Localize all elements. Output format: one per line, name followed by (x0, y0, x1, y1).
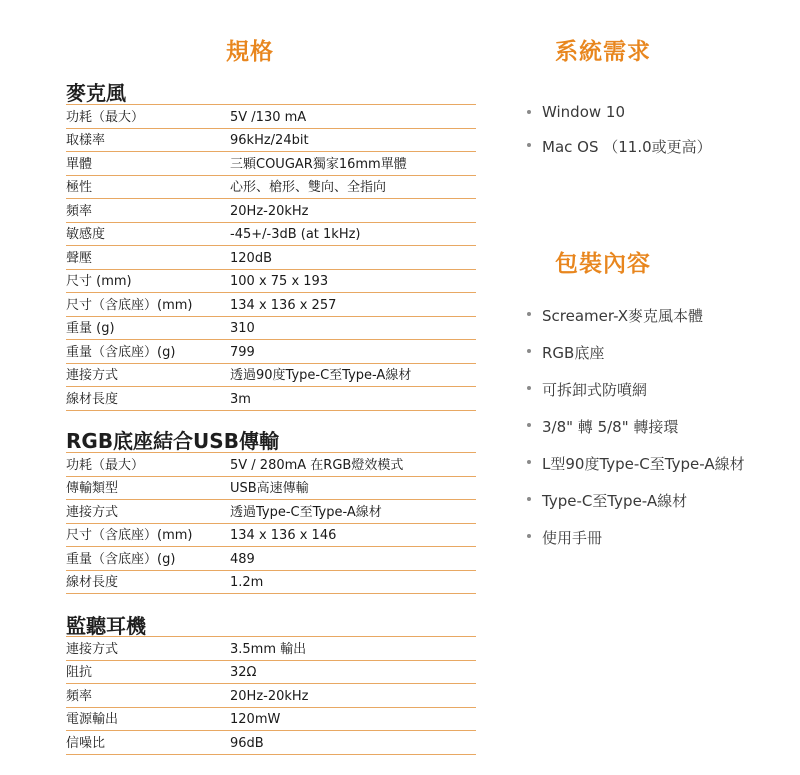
table-row (66, 316, 476, 340)
table-row (66, 523, 476, 547)
table-row (66, 269, 476, 293)
bullet-dot-icon (527, 460, 531, 464)
rgb-base-title: RGB底座結合USB傳輸 (66, 429, 279, 453)
spec-label: 敏感度 (66, 222, 230, 246)
spec-label: 頻率 (66, 684, 230, 708)
spec-value: 96dB (230, 731, 476, 755)
spec-label: 重量（含底座）(g) (66, 547, 230, 571)
spec-value: 5V / 280mA 在RGB燈效模式 (230, 453, 476, 477)
table-row (66, 660, 476, 684)
list-item-text: RGB底座 (542, 344, 605, 362)
package-contents-list (520, 305, 745, 564)
requirements-list (520, 103, 712, 169)
table-row (66, 175, 476, 199)
microphone-spec-table (66, 104, 476, 411)
table-row (66, 222, 476, 246)
headphone-monitor-title: 監聽耳機 (66, 614, 146, 638)
list-item (520, 379, 745, 416)
spec-label: 聲壓 (66, 246, 230, 270)
list-item-text: Mac OS （11.0或更高） (542, 138, 712, 156)
list-item-text: Screamer-X麥克風本體 (542, 307, 704, 325)
list-item-text: L型90度Type-C至Type-A線材 (542, 455, 745, 473)
bullet-dot-icon (527, 349, 531, 353)
list-item-text: Window 10 (542, 103, 625, 121)
spec-value: 32Ω (230, 660, 476, 684)
bullet-dot-icon (527, 534, 531, 538)
table-row (66, 500, 476, 524)
spec-value: 1.2m (230, 570, 476, 594)
list-item (520, 416, 745, 453)
table-row (66, 453, 476, 477)
spec-value: 心形、槍形、雙向、全指向 (230, 175, 476, 199)
spec-label: 功耗（最大） (66, 453, 230, 477)
table-row (66, 570, 476, 594)
list-item-text: 3/8" 轉 5/8" 轉接環 (542, 418, 679, 436)
spec-label: 連接方式 (66, 363, 230, 387)
table-row (66, 547, 476, 571)
bullet-dot-icon (527, 386, 531, 390)
bullet-dot-icon (527, 143, 531, 147)
spec-value: 100 x 75 x 193 (230, 269, 476, 293)
spec-label: 線材長度 (66, 570, 230, 594)
bullet-dot-icon (527, 497, 531, 501)
table-row (66, 340, 476, 364)
spec-label: 連接方式 (66, 500, 230, 524)
list-item (520, 453, 745, 490)
table-row (66, 199, 476, 223)
spec-value: 96kHz/24bit (230, 128, 476, 152)
spec-value: 3m (230, 387, 476, 411)
spec-label: 尺寸 (mm) (66, 269, 230, 293)
requirements-heading: 系統需求 (555, 39, 651, 65)
list-item-text: 可拆卸式防噴網 (542, 381, 648, 399)
spec-value: 134 x 136 x 146 (230, 523, 476, 547)
spec-label: 取樣率 (66, 128, 230, 152)
spec-value: USB高速傳輸 (230, 476, 476, 500)
rgb-base-spec-table (66, 452, 476, 594)
list-item (520, 527, 745, 564)
spec-label: 連接方式 (66, 637, 230, 661)
specs-heading: 規格 (226, 39, 274, 65)
spec-label: 阻抗 (66, 660, 230, 684)
table-row (66, 707, 476, 731)
list-item (520, 490, 745, 527)
spec-label: 傳輸類型 (66, 476, 230, 500)
bullet-dot-icon (527, 110, 531, 114)
table-row (66, 152, 476, 176)
spec-label: 頻率 (66, 199, 230, 223)
spec-label: 尺寸（含底座）(mm) (66, 293, 230, 317)
spec-label: 電源輸出 (66, 707, 230, 731)
table-row (66, 637, 476, 661)
spec-value: 20Hz-20kHz (230, 684, 476, 708)
table-row (66, 105, 476, 129)
spec-label: 極性 (66, 175, 230, 199)
table-row (66, 293, 476, 317)
spec-value: 三顆COUGAR獨家16mm單體 (230, 152, 476, 176)
bullet-dot-icon (527, 312, 531, 316)
spec-value: 799 (230, 340, 476, 364)
table-row (66, 128, 476, 152)
headphone-monitor-spec-table (66, 636, 476, 755)
spec-label: 單體 (66, 152, 230, 176)
table-row (66, 476, 476, 500)
spec-value: 310 (230, 316, 476, 340)
spec-value: 透過90度Type-C至Type-A線材 (230, 363, 476, 387)
list-item (520, 136, 712, 169)
spec-label: 重量（含底座）(g) (66, 340, 230, 364)
table-row (66, 363, 476, 387)
table-row (66, 246, 476, 270)
table-row (66, 731, 476, 755)
spec-value: 20Hz-20kHz (230, 199, 476, 223)
spec-value: 3.5mm 輸出 (230, 637, 476, 661)
package-heading: 包裝內容 (555, 251, 651, 277)
list-item-text: 使用手冊 (542, 529, 603, 547)
spec-label: 信噪比 (66, 731, 230, 755)
spec-value: 120dB (230, 246, 476, 270)
spec-label: 功耗（最大） (66, 105, 230, 129)
spec-value: 透過Type-C至Type-A線材 (230, 500, 476, 524)
list-item-text: Type-C至Type-A線材 (542, 492, 688, 510)
list-item (520, 342, 745, 379)
spec-label: 線材長度 (66, 387, 230, 411)
spec-value: 5V /130 mA (230, 105, 476, 129)
bullet-dot-icon (527, 423, 531, 427)
spec-value: -45+/-3dB (at 1kHz) (230, 222, 476, 246)
spec-value: 489 (230, 547, 476, 571)
spec-value: 134 x 136 x 257 (230, 293, 476, 317)
spec-label: 重量 (g) (66, 316, 230, 340)
spec-value: 120mW (230, 707, 476, 731)
list-item (520, 305, 745, 342)
table-row (66, 684, 476, 708)
table-row (66, 387, 476, 411)
microphone-title: 麥克風 (66, 81, 126, 105)
list-item (520, 103, 712, 136)
spec-label: 尺寸（含底座）(mm) (66, 523, 230, 547)
